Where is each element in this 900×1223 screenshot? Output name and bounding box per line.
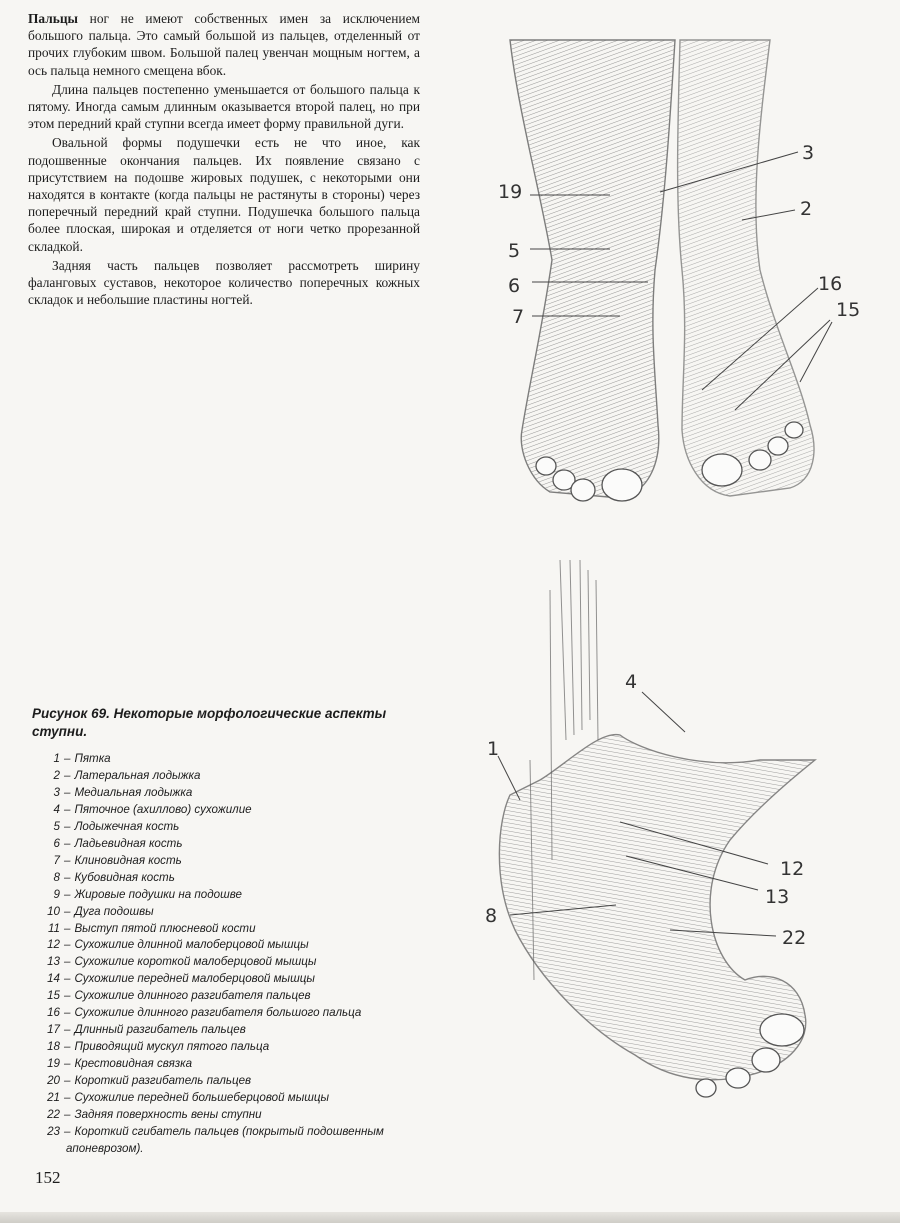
legend-item bbox=[36, 1005, 426, 1022]
legend-text: Задняя поверхность вены ступни bbox=[74, 1108, 262, 1122]
legend-text: Сухожилие длинного разгибателя большого пальца bbox=[74, 1006, 362, 1020]
paragraph-1-text: ног не имеют собственных имен за исключением большого пальца. Это самый большой из пальцев, отделенный от прочих глубоким швом. Большой палец увенчан мощным ногтем, а ось пальца немного смещена вбок. bbox=[28, 11, 420, 78]
legend-item bbox=[36, 1022, 426, 1039]
legend-text: Короткий сгибатель пальцев (покрытый подошвенным апоневрозом). bbox=[66, 1124, 384, 1155]
legend-item bbox=[36, 870, 426, 887]
legend-number: 22 bbox=[47, 1108, 60, 1122]
label-13: 13 bbox=[765, 886, 790, 908]
label-2: 2 bbox=[800, 198, 813, 220]
legend-dash: – bbox=[64, 768, 71, 782]
figure-legend bbox=[36, 751, 426, 1158]
legend-text: Кубовидная кость bbox=[74, 870, 175, 884]
legend-number: 15 bbox=[47, 989, 60, 1003]
legend-text: Короткий разгибатель пальцев bbox=[74, 1074, 252, 1088]
legend-item bbox=[36, 1124, 426, 1158]
legend-dash: – bbox=[64, 1040, 71, 1054]
legend-text: Сухожилие короткой малоберцовой мышцы bbox=[74, 955, 317, 969]
label-16: 16 bbox=[818, 273, 843, 295]
paragraph-1 bbox=[28, 10, 420, 79]
legend-number: 11 bbox=[47, 921, 60, 935]
scan-edge bbox=[0, 1212, 900, 1223]
legend-number: 17 bbox=[47, 1023, 60, 1037]
legend-dash: – bbox=[64, 785, 71, 799]
legend-number: 7 bbox=[53, 853, 60, 867]
legend-item bbox=[36, 954, 426, 971]
legend-text: Сухожилие передней большеберцовой мышцы bbox=[74, 1091, 330, 1105]
legend-item bbox=[36, 751, 426, 768]
label-6: 6 bbox=[508, 275, 521, 297]
legend-dash: – bbox=[64, 870, 71, 884]
paragraph-4: Задняя часть пальцев позволяет рассмотреть ширину фаланговых суставов, некоторое количество поперечных кожных складок и небольшие пластины ногтей. bbox=[28, 257, 420, 308]
legend-dash: – bbox=[64, 955, 71, 969]
legend-dash: – bbox=[64, 802, 71, 816]
legend-item bbox=[36, 988, 426, 1005]
legend-item bbox=[36, 768, 426, 785]
legend-number: 12 bbox=[47, 938, 60, 952]
legend-number: 20 bbox=[47, 1074, 60, 1088]
legend-text: Крестовидная связка bbox=[74, 1057, 193, 1071]
legend-number: 9 bbox=[53, 887, 60, 901]
figure-foot-side-view bbox=[470, 560, 890, 1120]
legend-dash: – bbox=[64, 819, 71, 833]
legend-text: Пятка bbox=[74, 752, 111, 765]
legend-item bbox=[36, 853, 426, 870]
legend-item bbox=[36, 785, 426, 802]
legend-text: Дуга подошвы bbox=[74, 904, 154, 918]
legend-dash: – bbox=[64, 1006, 71, 1020]
legend-item bbox=[36, 904, 426, 921]
legend-dash: – bbox=[64, 1091, 71, 1105]
legend-item bbox=[36, 887, 426, 904]
legend-text: Приводящий мускул пятого пальца bbox=[74, 1040, 270, 1054]
legend-item bbox=[36, 819, 426, 836]
legend-text: Клиновидная кость bbox=[74, 853, 182, 867]
legend-dash: – bbox=[64, 921, 71, 935]
legend-number: 10 bbox=[47, 904, 60, 918]
body-text bbox=[28, 10, 420, 310]
legend-dash: – bbox=[64, 752, 71, 765]
legend-text: Лодыжечная кость bbox=[74, 819, 180, 833]
paragraph-3: Овальной формы подушечки есть не что иное, как подошвенные окончания пальцев. Их появление связано с присутствием на подошве жировых подушек, с некоторыми они находятся в контакте (когда пальцы не растянуты в стороны) через поперечный передний край ступни. Подушечка большого пальца более плоская, широкая и отделяется от ноги четко прорезанной складкой. bbox=[28, 135, 420, 254]
legend-dash: – bbox=[64, 972, 71, 986]
lead-word: Пальцы bbox=[28, 11, 78, 26]
legend-item bbox=[36, 802, 426, 819]
legend-text: Ладьевидная кость bbox=[74, 836, 183, 850]
legend-item bbox=[36, 937, 426, 954]
legend-text: Медиальная лодыжка bbox=[74, 785, 193, 799]
legend-dash: – bbox=[64, 1057, 71, 1071]
legend-number: 19 bbox=[47, 1057, 60, 1071]
legend-text: Длинный разгибатель пальцев bbox=[74, 1023, 246, 1037]
legend-text: Пяточное (ахиллово) сухожилие bbox=[74, 802, 252, 816]
legend-number: 2 bbox=[53, 768, 60, 782]
label-3: 3 bbox=[802, 142, 815, 164]
legend-text: Сухожилие передней малоберцовой мышцы bbox=[74, 972, 315, 986]
page-number: 152 bbox=[35, 1168, 61, 1187]
legend-number: 3 bbox=[53, 785, 60, 799]
legend-number: 14 bbox=[47, 972, 60, 986]
legend-number: 1 bbox=[53, 752, 60, 765]
label-8: 8 bbox=[485, 905, 498, 927]
legend-item bbox=[36, 1090, 426, 1107]
legend-item bbox=[36, 1056, 426, 1073]
legend-dash: – bbox=[64, 1124, 71, 1138]
legend-number: 8 bbox=[53, 870, 60, 884]
figure-feet-front-view bbox=[470, 30, 890, 530]
legend-item bbox=[36, 921, 426, 938]
legend-text: Сухожилие длинного разгибателя пальцев bbox=[74, 989, 311, 1003]
legend-dash: – bbox=[64, 853, 71, 867]
label-22: 22 bbox=[782, 927, 807, 949]
legend-dash: – bbox=[64, 1108, 71, 1122]
label-1: 1 bbox=[487, 738, 500, 760]
label-5: 5 bbox=[508, 240, 521, 262]
legend-number: 4 bbox=[53, 802, 60, 816]
label-4: 4 bbox=[625, 671, 638, 693]
label-15: 15 bbox=[836, 299, 861, 321]
legend-item bbox=[36, 1107, 426, 1124]
legend-dash: – bbox=[64, 938, 71, 952]
legend-dash: – bbox=[64, 989, 71, 1003]
figure-caption: Рисунок 69. Некоторые морфологические аспекты ступни. bbox=[32, 706, 387, 739]
legend-number: 18 bbox=[47, 1040, 60, 1054]
paragraph-2: Длина пальцев постепенно уменьшается от большого пальца к пятому. Иногда самым длинным оказывается второй палец, но при этом передний край ступни всегда имеет форму правильной дуги. bbox=[28, 81, 420, 132]
legend-number: 16 bbox=[47, 1006, 60, 1020]
label-7: 7 bbox=[512, 306, 525, 328]
label-12: 12 bbox=[780, 858, 805, 880]
label-19: 19 bbox=[498, 181, 523, 203]
foot-side-illustration bbox=[470, 560, 890, 1120]
legend-item bbox=[36, 1039, 426, 1056]
legend-item bbox=[36, 836, 426, 853]
legend-number: 23 bbox=[47, 1124, 60, 1138]
legend-dash: – bbox=[64, 836, 71, 850]
legend-item bbox=[36, 1073, 426, 1090]
legend-dash: – bbox=[64, 904, 71, 918]
legend-dash: – bbox=[64, 887, 71, 901]
feet-front-illustration bbox=[470, 30, 890, 530]
legend-item bbox=[36, 971, 426, 988]
legend-number: 21 bbox=[47, 1091, 60, 1105]
legend-dash: – bbox=[64, 1074, 71, 1088]
legend-text: Латеральная лодыжка bbox=[74, 768, 201, 782]
legend-text: Жировые подушки на подошве bbox=[74, 887, 242, 901]
legend-dash: – bbox=[64, 1023, 71, 1037]
legend-text: Выступ пятой плюсневой кости bbox=[74, 921, 256, 935]
legend-number: 6 bbox=[53, 836, 60, 850]
legend-number: 13 bbox=[47, 955, 60, 969]
legend-number: 5 bbox=[53, 819, 60, 833]
legend-text: Сухожилие длинной малоберцовой мышцы bbox=[74, 938, 309, 952]
